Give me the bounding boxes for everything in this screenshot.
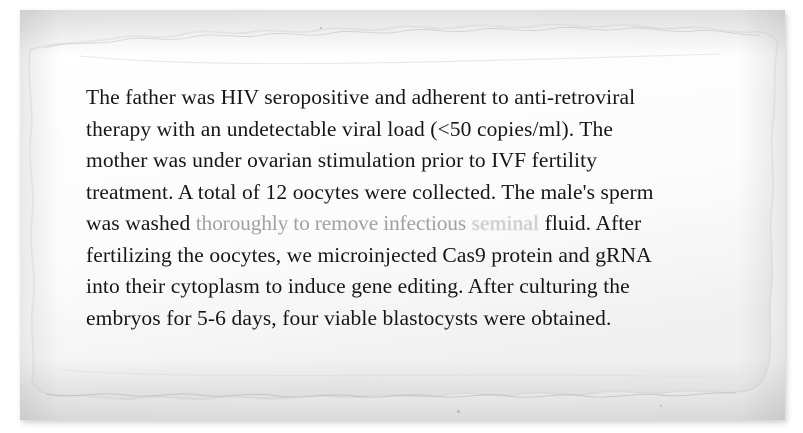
text-line: embryos for 5-6 days, four viable blastocysts were obtained.: [86, 305, 612, 330]
text-line: mother was under ovarian stimulation prior to IVF fertility: [86, 148, 598, 172]
text-line-degraded: [86, 208, 726, 240]
text-line: fertilizing the oocytes, we microinjected Cas9 protein and gRNA: [86, 242, 652, 267]
document-paragraph: [86, 82, 726, 334]
line-prefix: was washed: [86, 211, 196, 235]
line-suffix: fluid. After: [539, 211, 642, 235]
text-line: The father was HIV seropositive and adherent to anti-retroviral: [86, 85, 636, 109]
text-line: treatment. A total of 12 oocytes were collected. The male's sperm: [86, 179, 654, 204]
torn-paper-fragment: [20, 10, 785, 420]
text-line: into their cytoplasm to induce gene editing. After culturing the: [86, 274, 630, 298]
line-faded-text: thoroughly to remove infectious: [195, 211, 467, 235]
text-line: therapy with an undetectable viral load (<50 copies/ml). The: [86, 116, 613, 141]
line-faded-tail: seminal: [466, 211, 540, 235]
